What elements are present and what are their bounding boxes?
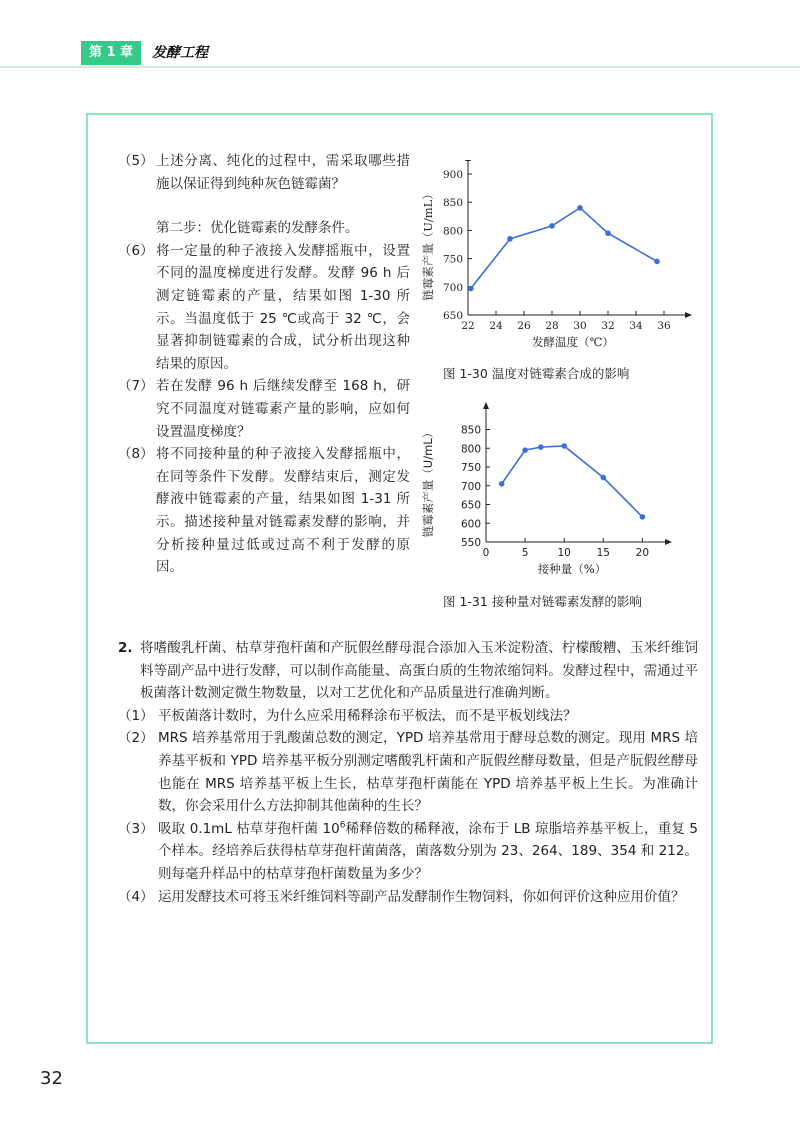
x-tick-label: 5 [521, 547, 529, 559]
x-axis-label: 接种量（%） [537, 562, 607, 576]
header-divider [0, 66, 800, 68]
inoculum-chart [418, 400, 698, 585]
question-text: MRS 培养基常用于乳酸菌总数的测定，YPD 培养基常用于酵母总数的测定。现用 MRS 培养基平板和 YPD 培养基平板分别测定嗜酸乳杆菌和产朊假丝酵母数量，但是产朊假丝酵母也能在 MRS 培养基平板上生长，枯草芽孢杆菌能在 YPD 培养基平板上生长。为准确计数，你会采用什么方法抑制其他菌种的生长？ [158, 730, 698, 815]
question-text: 若在发酵 96 h 后继续发酵至 168 h，研究不同温度对链霉素产量的影响，应如何设置温度梯度？ [156, 378, 410, 440]
x-axis-arrow [665, 539, 672, 545]
question-text [158, 818, 698, 886]
question-2-4 [118, 886, 698, 909]
data-point [549, 223, 555, 229]
question-2-3 [118, 818, 698, 886]
x-tick-label: 36 [657, 320, 671, 332]
x-tick-label: 15 [596, 547, 610, 559]
x-tick-label: 34 [629, 320, 643, 332]
y-tick-label: 700 [442, 281, 463, 294]
question-7 [118, 375, 410, 443]
data-point [654, 259, 660, 265]
y-axis-arrow [465, 160, 471, 161]
y-tick-label: 550 [460, 537, 481, 549]
x-tick-label: 10 [557, 547, 571, 559]
y-tick-label: 750 [442, 253, 463, 266]
question-number: （5） [118, 153, 154, 169]
data-point [499, 481, 505, 487]
x-tick-label: 24 [489, 320, 503, 332]
question-number: （8） [118, 446, 154, 463]
page-header [0, 36, 800, 68]
y-tick-label: 650 [460, 499, 481, 512]
data-point [468, 286, 474, 292]
question-text: 将嗜酸乳杆菌、枯草芽孢杆菌和产朊假丝酵母混合添加入玉米淀粉渣、柠檬酸糟、玉米纤维饲料等副产品中进行发酵，可以制作高能量、高蛋白质的生物浓缩饲料。发酵过程中，需通过平板菌落计数测定微生物数量，以对工艺优化和产品质量进行准确判断。 [140, 640, 698, 702]
data-point [522, 447, 528, 453]
question-number: （4） [118, 888, 154, 905]
x-tick-label: 26 [517, 320, 531, 332]
exponent: 6 [339, 820, 346, 831]
y-tick-label: 600 [460, 518, 481, 531]
data-point [577, 205, 583, 211]
x-tick-label: 30 [573, 320, 587, 332]
series-line [471, 208, 657, 289]
x-axis-arrow [685, 312, 692, 318]
y-tick-label: 700 [460, 480, 481, 493]
chapter-badge: 第 1 章 [81, 41, 141, 65]
x-axis-label: 发酵温度（℃） [532, 335, 614, 349]
y-axis-label: 链霉素产量（U/mL） [421, 188, 435, 301]
series-line [502, 446, 643, 517]
question-text: 上述分离、纯化的过程中，需采取哪些措施以保证得到纯种灰色链霉菌？ [156, 153, 410, 192]
y-axis-arrow [483, 402, 489, 409]
question-8 [118, 443, 410, 579]
temperature-chart [418, 160, 698, 360]
y-tick-label: 650 [442, 310, 463, 322]
question-number: （6） [118, 242, 154, 259]
y-tick-label: 900 [442, 169, 463, 181]
x-tick-label: 20 [635, 547, 650, 559]
figure-caption-1-30: 图 1-30 温度对链霉素合成的影响 [443, 366, 630, 381]
x-tick-label: 0 [482, 547, 490, 559]
x-tick-label: 32 [601, 320, 615, 332]
question-number: （2） [118, 730, 154, 747]
data-point [600, 475, 606, 481]
question-number: （7） [118, 378, 154, 395]
question-2 [118, 637, 698, 908]
question-2-2 [118, 727, 698, 817]
text-part-b: 稀释倍数的稀释液，涂布于 LB 琼脂培养基平板上，重复 5 个样本。经培养后获得枯草芽孢杆菌菌落，菌落数分别为 23、264、189、354 和 212。则每毫升样品中的枯草芽孢杆菌数量为多少？ [158, 820, 698, 882]
question-5 [118, 150, 410, 195]
question-number: 2. [118, 640, 133, 656]
text-part-a: 吸取 0.1mL 枯草芽孢杆菌 10 [158, 820, 340, 837]
data-point [640, 514, 646, 520]
page-number: 32 [40, 1068, 63, 1089]
question-2-1 [118, 705, 698, 728]
data-point [605, 230, 611, 236]
question-6 [118, 240, 410, 376]
y-tick-label: 850 [460, 424, 481, 437]
y-tick-label: 800 [442, 225, 463, 238]
data-point [561, 443, 567, 449]
data-point [538, 444, 544, 450]
question-text: 平板菌落计数时，为什么应采用稀释涂布平板法，而不是平板划线法？ [158, 707, 577, 724]
y-axis-label: 链霉素产量（U/mL） [421, 426, 435, 538]
data-point [507, 236, 513, 242]
step-two-text: 第二步：优化链霉素的发酵条件。 [156, 220, 359, 237]
y-tick-label: 850 [442, 197, 463, 210]
question-text: 将不同接种量的种子液接入发酵摇瓶中，在同等条件下发酵。发酵结束后，测定发酵液中链霉素的产量，结果如图 1-31 所示。描述接种量对链霉素发酵的影响，并分析接种量过低或过高不利于发酵的原因。 [156, 446, 410, 576]
y-tick-label: 750 [460, 462, 481, 474]
x-tick-label: 22 [461, 320, 475, 332]
question-2-intro [118, 637, 698, 705]
question-text: 运用发酵技术可将玉米纤维饲料等副产品发酵制作生物饲料，你如何评价这种应用价值？ [158, 888, 685, 905]
question-number: （1） [118, 707, 154, 724]
step-two [118, 217, 410, 240]
y-tick-label: 800 [460, 443, 481, 456]
x-tick-label: 28 [545, 320, 559, 332]
figure-caption-1-31: 图 1-31 接种量对链霉素发酵的影响 [443, 594, 642, 609]
question-text: 将一定量的种子液接入发酵摇瓶中，设置不同的温度梯度进行发酵。发酵 96 h 后测定链霉素的产量，结果如图 1-30 所示。当温度低于 25 ℃或高于 32 ℃，会显著抑制链霉素的合成，试分析出现这种结果的原因。 [156, 242, 410, 372]
question-number: （3） [118, 820, 154, 837]
left-column [118, 150, 410, 579]
chapter-title: 发酵工程 [152, 45, 208, 61]
